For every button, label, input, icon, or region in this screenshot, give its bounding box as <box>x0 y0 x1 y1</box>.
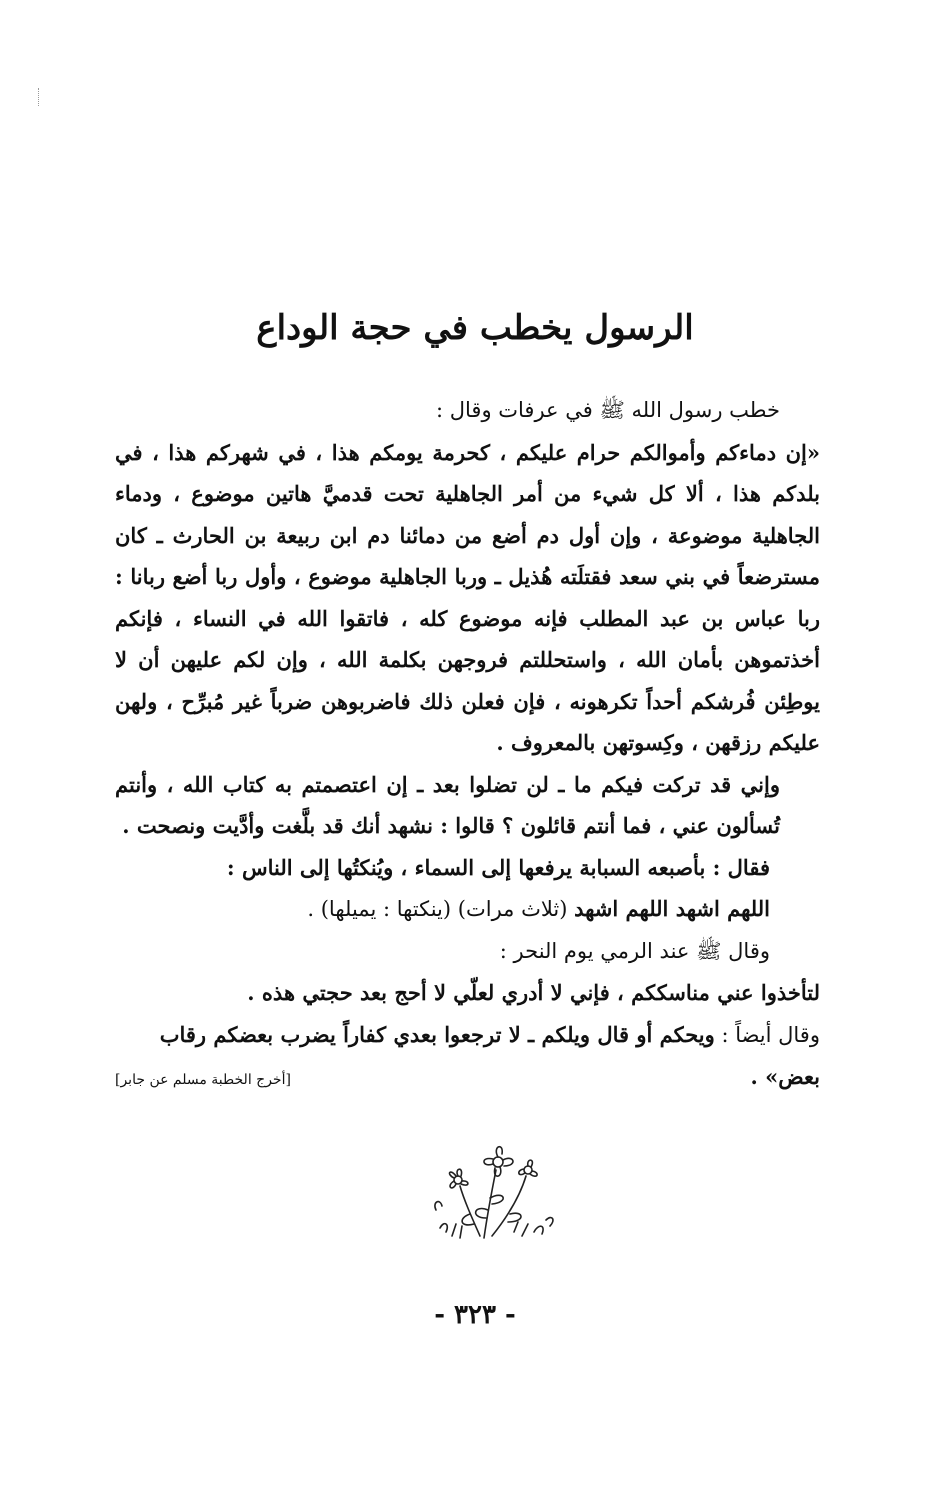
paragraph-rami: وقال ﷺ عند الرمي يوم النحر : <box>499 938 770 963</box>
flower-icon <box>430 1140 560 1245</box>
sermon-paragraph: «إن دماءكم وأموالكم حرام عليكم ، كحرمة يومكم هذا ، في شهركم هذا ، في بلدكم هذا ، ألا كل شيء من أمر الجاهلية تحت قدميَّ هاتين موضوع ، ودماء الجاهلية موضوعة ، وإن أول دم أضع من دمائنا دم ابن ربيعة بن الحارث ـ كان مسترضعاً في بني سعد فقتلَته هُذيل ـ وربا الجاهلية موضوع ، وأول ربا أضع ربانا : ربا عباس بن عبد المطلب فإنه موضوع كله ، فاتقوا الله في النساء ، فإنكم أخذتموهن بأمان الله ، واستحللتم فروجهن بكلمة الله ، وإن لكم عليهن أن لا يوطِئن فُرشكم أحداً تكرهونه ، فإن فعلن ذلك فاضربوهن ضرباً غير مُبرِّح ، ولهن عليكم رزقهن ، وكِسوتهن بالمعروف . <box>115 439 820 755</box>
page-title: الرسول يخطب في حجة الوداع <box>256 308 694 348</box>
paragraph-warning <box>115 1014 820 1057</box>
warning-intro: وقال أيضاً : <box>721 1022 820 1047</box>
witness-note: (ثلاث مرات) (ينكتها : يميلها) . <box>307 897 568 921</box>
scan-mark <box>38 88 41 106</box>
closing-word: بعض» . <box>750 1064 820 1089</box>
paragraph-witness <box>115 888 820 931</box>
paragraph-quran: وإني قد تركت فيكم ما ـ لن تضلوا بعد ـ إن اعتصمتم به كتاب الله ، وأنتم تُسألون عني ، فما أنتم قائلون ؟ قالوا : نشهد أنك قد بلَّغت وأدَّيت ونصحت . <box>115 771 780 838</box>
warning-text: ويحكم أو قال ويلكم ـ لا ترجعوا بعدي كفاراً يضرب بعضكم رقاب <box>159 1021 715 1047</box>
witness-phrase: اللهم اشهد اللهم اشهد <box>574 896 770 921</box>
intro-line: خطب رسول الله ﷺ في عرفات وقال : <box>436 398 780 422</box>
citation: [أخرج الخطبة مسلم عن جابر] <box>115 1072 291 1088</box>
body-text <box>115 390 820 1102</box>
closing-line <box>115 1056 820 1102</box>
page-number: - ٣٢٣ - <box>434 1300 516 1330</box>
paragraph-gesture: فقال : بأصبعه السبابة يرفعها إلى السماء ، ويُنكتُها إلى الناس : <box>226 854 770 880</box>
paragraph-manasik: لتأخذوا عني مناسككم ، فإني لا أدري لعلّي لا أحج بعد حجتي هذه . <box>247 980 820 1005</box>
